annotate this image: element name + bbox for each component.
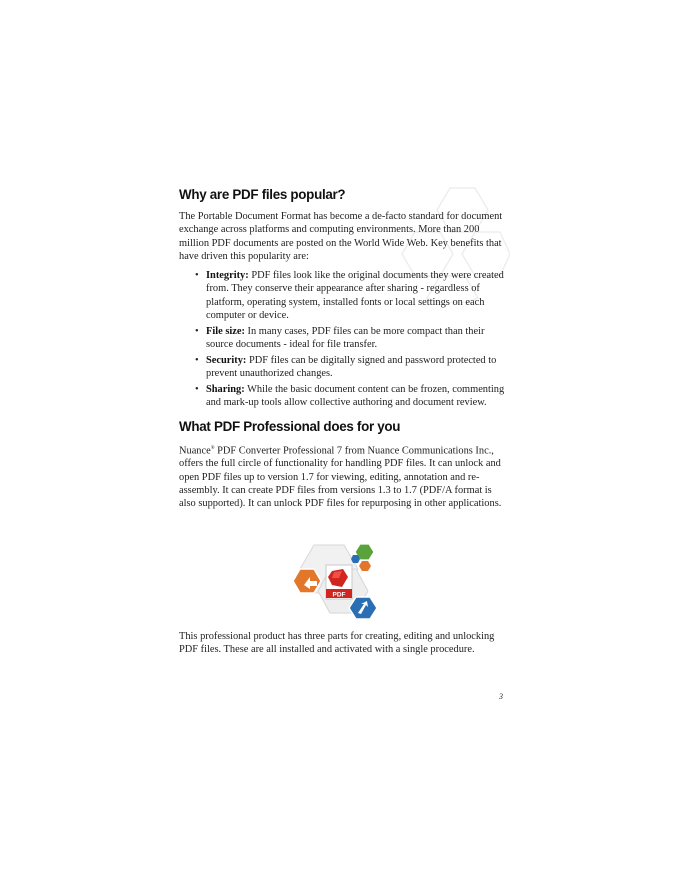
small-orange-hexagon — [359, 561, 371, 571]
bullet-icon: • — [195, 384, 199, 396]
benefit-term: Security: — [206, 354, 247, 366]
professional-text: PDF Converter Professional 7 from Nuance Communications Inc., offers the full circle of functionality for handling PDF files. It can unlock and open PDF files up to version 1.7 for viewing, editing, annotation and re-assembly. It can create PDF files from versions 1.3 to 1.7 (PDF/A format is also supported). It can unlock PDF files for repurposing in other applications. — [179, 445, 502, 510]
registered-mark: ® — [210, 445, 215, 451]
bullet-icon: • — [195, 354, 199, 366]
main-content — [179, 186, 505, 511]
closing-paragraph: This professional product has three parts for creating, editing and unlocking PDF files. These are all installed and activated with a single procedure. — [179, 631, 495, 656]
page-number: 3 — [499, 692, 503, 701]
bullet-icon: • — [195, 325, 199, 337]
pdf-label: PDF — [332, 591, 346, 599]
benefits-list — [179, 269, 505, 409]
list-item — [195, 383, 505, 410]
benefit-text: PDF files look like the original documents they were created from. They conserve their appearance after sharing - regardless of platform, operating system, installed fonts or local settings on each computer or device. — [206, 270, 504, 322]
section-heading-professional: What PDF Professional does for you — [179, 418, 401, 434]
benefit-term: Integrity: — [206, 270, 249, 282]
list-item — [195, 354, 505, 381]
benefit-term: File size: — [206, 325, 245, 337]
pdf-product-illustration — [290, 541, 382, 621]
list-item — [195, 325, 505, 352]
benefit-text: While the basic document content can be frozen, commenting and mark-up tools allow collective authoring and document review. — [206, 384, 505, 409]
benefit-text: PDF files can be digitally signed and password protected to prevent unauthorized changes. — [206, 354, 497, 380]
brand-name: Nuance — [179, 445, 211, 457]
list-item — [195, 269, 505, 322]
benefit-text: In many cases, PDF files can be more compact than their source documents - ideal for file transfer. — [206, 325, 485, 351]
professional-paragraph — [179, 442, 505, 511]
section-heading-popular: Why are PDF files popular? — [179, 187, 346, 202]
benefit-term: Sharing: — [206, 384, 245, 396]
intro-paragraph: The Portable Document Format has become a de-facto standard for document exchange across platforms and computing environments. More than 200 million PDF documents are posted on the World Wide Web. Key benefits that have driven this popularity are: — [179, 211, 503, 262]
bullet-icon: • — [195, 270, 199, 282]
